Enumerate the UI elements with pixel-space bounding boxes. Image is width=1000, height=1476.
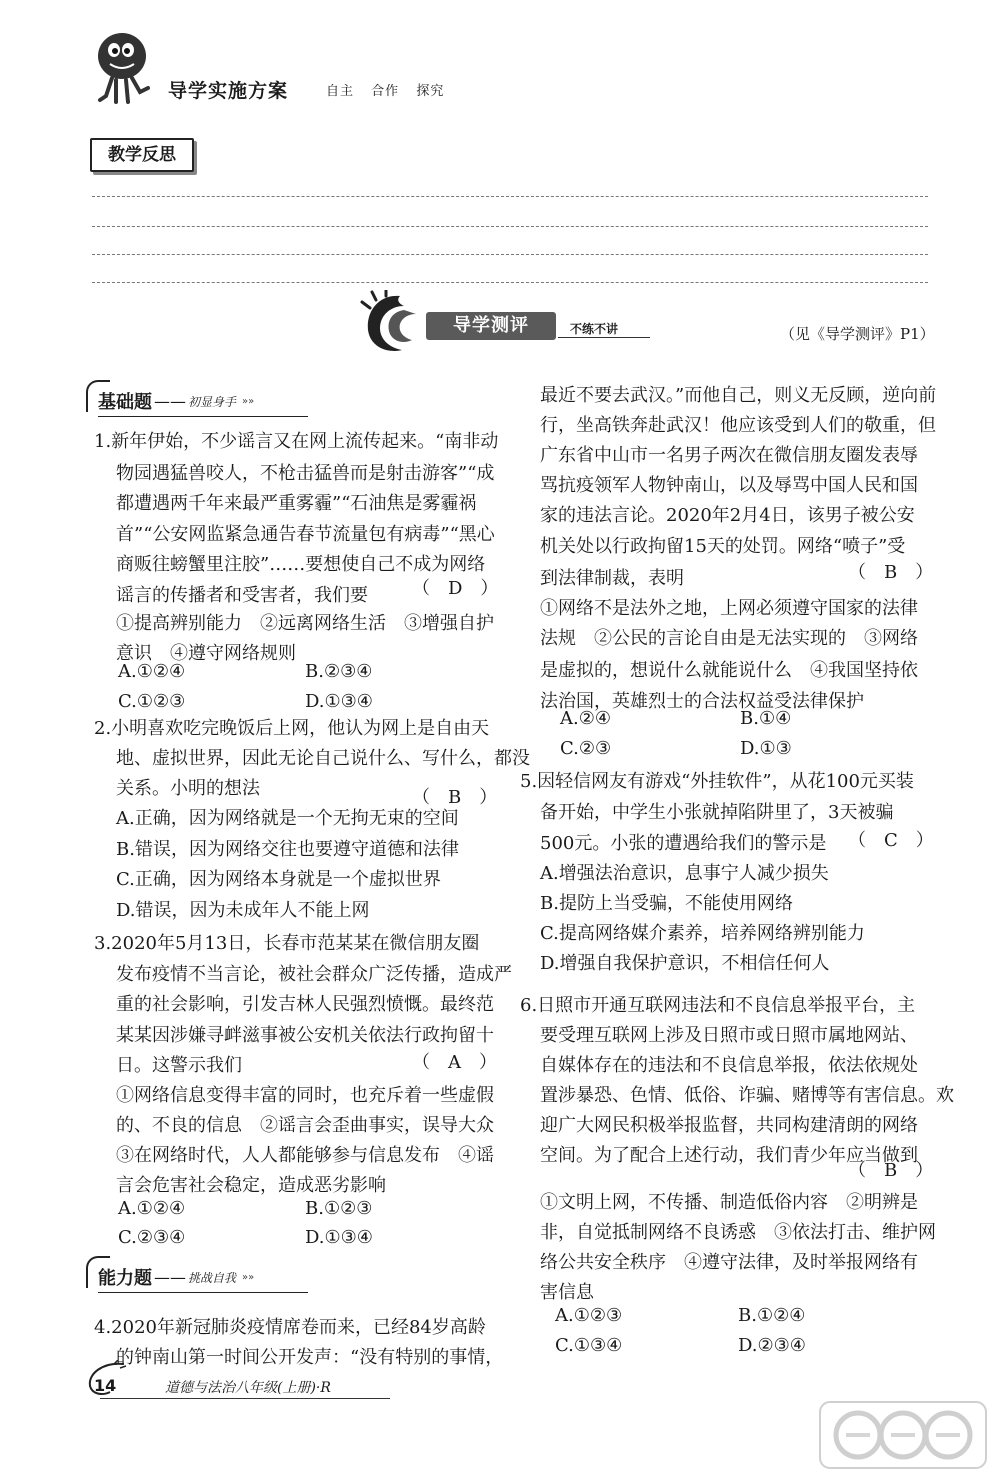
banner-title: 导学测评	[426, 312, 556, 340]
question-text-line: ③在网络时代，人人都能够参与信息发布 ④谣	[116, 1145, 494, 1166]
banner-subtitle: 不练不讲	[570, 322, 619, 336]
question-text-line: 发布疫情不当言论，被社会群众广泛传播，造成严	[116, 964, 512, 985]
answer-q2: （ B ）	[412, 787, 498, 808]
section-arrows: »»	[242, 1271, 255, 1283]
section-dash: ——	[154, 391, 186, 411]
question-text-line: 迎广大网民积极举报监督，共同构建清朗的网络	[540, 1115, 918, 1136]
option-q1-d: D.①③④	[305, 691, 373, 712]
question-text-line: C.正确，因为网络本身就是一个虚拟世界	[116, 869, 441, 890]
question-text-line: 首”“公安网监紧急通告春节流量包有病毒”“黑心	[116, 524, 495, 545]
option-q3-a: A.①②④	[118, 1198, 186, 1219]
question-text-line: 法规 ②公民的言论自由是无法实现的 ③网络	[540, 628, 918, 649]
option-q4-a: A.②④	[560, 708, 611, 729]
option-q1-b: B.②③④	[305, 661, 373, 682]
question-text-line: 要受理互联网上涉及日照市或日照市属地网站、	[540, 1025, 918, 1046]
question-stem-line: 5.因轻信网友有游戏“外挂软件”，从花100元买装	[520, 771, 914, 792]
question-stem-line: 6.日照市开通互联网违法和不良信息举报平台，主	[520, 995, 916, 1016]
section-basic-name: 基础题	[98, 392, 152, 413]
book-info: 道德与法治八年级(上册)·R	[165, 1380, 331, 1396]
option-q6-a: A.①②③	[555, 1305, 623, 1326]
tag-self: 自主	[326, 84, 355, 99]
writing-line	[92, 254, 928, 255]
question-text-line: 关系。小明的想法	[116, 778, 260, 799]
question-stem-line: 4.2020年新冠肺炎疫情席卷而来，已经84岁高龄	[94, 1317, 486, 1338]
section-ability-name: 能力题	[98, 1268, 152, 1289]
question-text-line: 自媒体存在的违法和不良信息举报，依法依规处	[540, 1055, 918, 1076]
question-text-line: 骂抗疫领军人物钟南山，以及辱骂中国人民和国	[540, 475, 918, 496]
question-stem-line: 1.新年伊始，不少谣言又在网上流传起来。“南非动	[94, 431, 499, 452]
question-text-line: 广东省中山市一名男子两次在微信朋友圈发表辱	[540, 445, 918, 466]
banner-reference: （见《导学测评》P1）	[780, 325, 935, 343]
question-text-line: 500元。小张的遭遇给我们的警示是	[540, 833, 827, 854]
question-text-line: 害信息	[540, 1282, 594, 1303]
question-stem-line: 3.2020年5月13日，长春市范某某在微信朋友圈	[94, 933, 480, 954]
option-q1-c: C.①②③	[118, 691, 186, 712]
tag-explore: 探究	[416, 84, 445, 99]
section-dash: ——	[154, 1267, 186, 1287]
section-basic-heading	[98, 388, 254, 414]
flame-emblem-icon	[360, 290, 435, 356]
question-text-line: ①文明上网，不传播、制造低俗内容 ②明辨是	[540, 1192, 918, 1213]
question-text-line: 到法律制裁，表明	[540, 568, 684, 589]
question-text-line: 物园遇猛兽咬人，不枪击猛兽而是射击游客”“成	[116, 463, 495, 484]
watermark-logo	[818, 1400, 988, 1470]
mascot-logo	[92, 30, 154, 108]
question-text-line: D.错误，因为未成年人不能上网	[116, 900, 370, 921]
writing-line	[92, 282, 928, 283]
option-q4-c: C.②③	[560, 738, 612, 759]
question-text-line: 置涉暴恐、色情、低俗、诈骗、赌博等有害信息。欢	[540, 1085, 954, 1106]
section-arrows: »»	[242, 395, 255, 407]
option-q4-d: D.①③	[740, 738, 792, 759]
question-text-line: 机关处以行政拘留15天的处罚。网络“喷子”受	[540, 536, 906, 557]
writing-line	[92, 226, 928, 227]
question-text-line: 商贩往螃蟹里注胶”……要想使自己不成为网络	[116, 554, 486, 575]
question-text-line: 非，自觉抵制网络不良诱惑 ③依法打击、维护网	[540, 1222, 936, 1243]
option-q1-a: A.①②④	[118, 661, 186, 682]
option-q3-b: B.①②③	[305, 1198, 373, 1219]
answer-q1: （ D ）	[412, 578, 499, 599]
question-text-line: 的钟南山第一时间公开发声：“没有特别的事情，	[116, 1347, 504, 1368]
section-ability-heading	[98, 1264, 254, 1290]
page-number: 14	[94, 1376, 117, 1395]
header-tags	[326, 80, 456, 99]
option-q6-c: C.①③④	[555, 1335, 623, 1356]
question-text-line: 法治国，英雄烈士的合法权益受法律保护	[540, 691, 864, 712]
footer-rule	[100, 1398, 390, 1399]
section-hook-decoration	[86, 380, 110, 412]
banner-rule	[558, 337, 650, 338]
question-text-line: 某某因涉嫌寻衅滋事被公安机关依法行政拘留十	[116, 1025, 494, 1046]
option-q6-d: D.②③④	[738, 1335, 806, 1356]
reflection-label: 教学反思	[90, 138, 194, 172]
question-text-line: 行，坐高铁奔赴武汉！他应该受到人们的敬重，但	[540, 415, 936, 436]
question-text-line: 空间。为了配合上述行动，我们青少年应当做到	[540, 1145, 918, 1166]
question-text-line: B.提防上当受骗，不能使用网络	[540, 893, 793, 914]
section-underline	[98, 1292, 308, 1293]
question-text-line: 日。这警示我们	[116, 1055, 242, 1076]
question-text-line: 家的违法言论。2020年2月4日，该男子被公安	[540, 505, 915, 526]
question-text-line: D.增强自我保护意识，不相信任何人	[540, 953, 830, 974]
header-title: 导学实施方案	[168, 80, 289, 102]
answer-q3: （ A ）	[412, 1052, 497, 1073]
question-text-line: 地、虚拟世界，因此无论自己说什么、写什么，都没	[116, 748, 530, 769]
question-text-line: 谣言的传播者和受害者，我们要	[116, 585, 368, 606]
question-text-line: 都遭遇两千年来最严重雾霾”“石油焦是雾霾祸	[116, 493, 477, 514]
question-text-line: C.提高网络媒介素养，培养网络辨别能力	[540, 923, 865, 944]
writing-line	[92, 196, 928, 197]
question-text-line: 是虚拟的，想说什么就能说什么 ④我国坚持依	[540, 660, 918, 681]
section-underline	[98, 416, 308, 417]
tag-cooperate: 合作	[371, 84, 400, 99]
section-basic-subtitle: 初显身手	[188, 394, 237, 409]
question-text-line: 备开始，中学生小张就掉陷阱里了，3天被骗	[540, 802, 894, 823]
option-q4-b: B.①④	[740, 708, 792, 729]
option-q3-d: D.①③④	[305, 1227, 373, 1248]
answer-q5: （ C ）	[848, 830, 934, 851]
option-q3-c: C.②③④	[118, 1227, 186, 1248]
question-text-line: 最近不要去武汉。”而他自己，则义无反顾，逆向前	[540, 385, 937, 406]
question-text-line: 络公共安全秩序 ④遵守法律，及时举报网络有	[540, 1252, 918, 1273]
section-ability-subtitle: 挑战自我	[188, 1270, 237, 1285]
question-text-line: ①网络不是法外之地，上网必须遵守国家的法律	[540, 598, 918, 619]
question-text-line: ①提高辨别能力 ②远离网络生活 ③增强自护	[116, 613, 494, 634]
question-text-line: A.增强法治意识，息事宁人减少损失	[540, 863, 829, 884]
question-text-line: ①网络信息变得丰富的同时，也充斥着一些虚假	[116, 1085, 494, 1106]
question-text-line: A.正确，因为网络就是一个无拘无束的空间	[116, 808, 459, 829]
answer-q4: （ B ）	[848, 562, 934, 583]
question-text-line: 重的社会影响，引发吉林人民强烈愤慨。最终范	[116, 994, 494, 1015]
question-text-line: 言会危害社会稳定，造成恶劣影响	[116, 1175, 386, 1196]
section-hook-decoration	[86, 1256, 110, 1288]
question-stem-line: 2.小明喜欢吃完晚饭后上网，他认为网上是自由天	[94, 718, 490, 739]
question-text-line: 的、不良的信息 ②谣言会歪曲事实，误导大众	[116, 1115, 494, 1136]
answer-q6: （ B ）	[848, 1160, 934, 1181]
option-q6-b: B.①②④	[738, 1305, 806, 1326]
question-text-line: B.错误，因为网络交往也要遵守道德和法律	[116, 839, 459, 860]
question-text-line: 意识 ④遵守网络规则	[116, 643, 296, 664]
